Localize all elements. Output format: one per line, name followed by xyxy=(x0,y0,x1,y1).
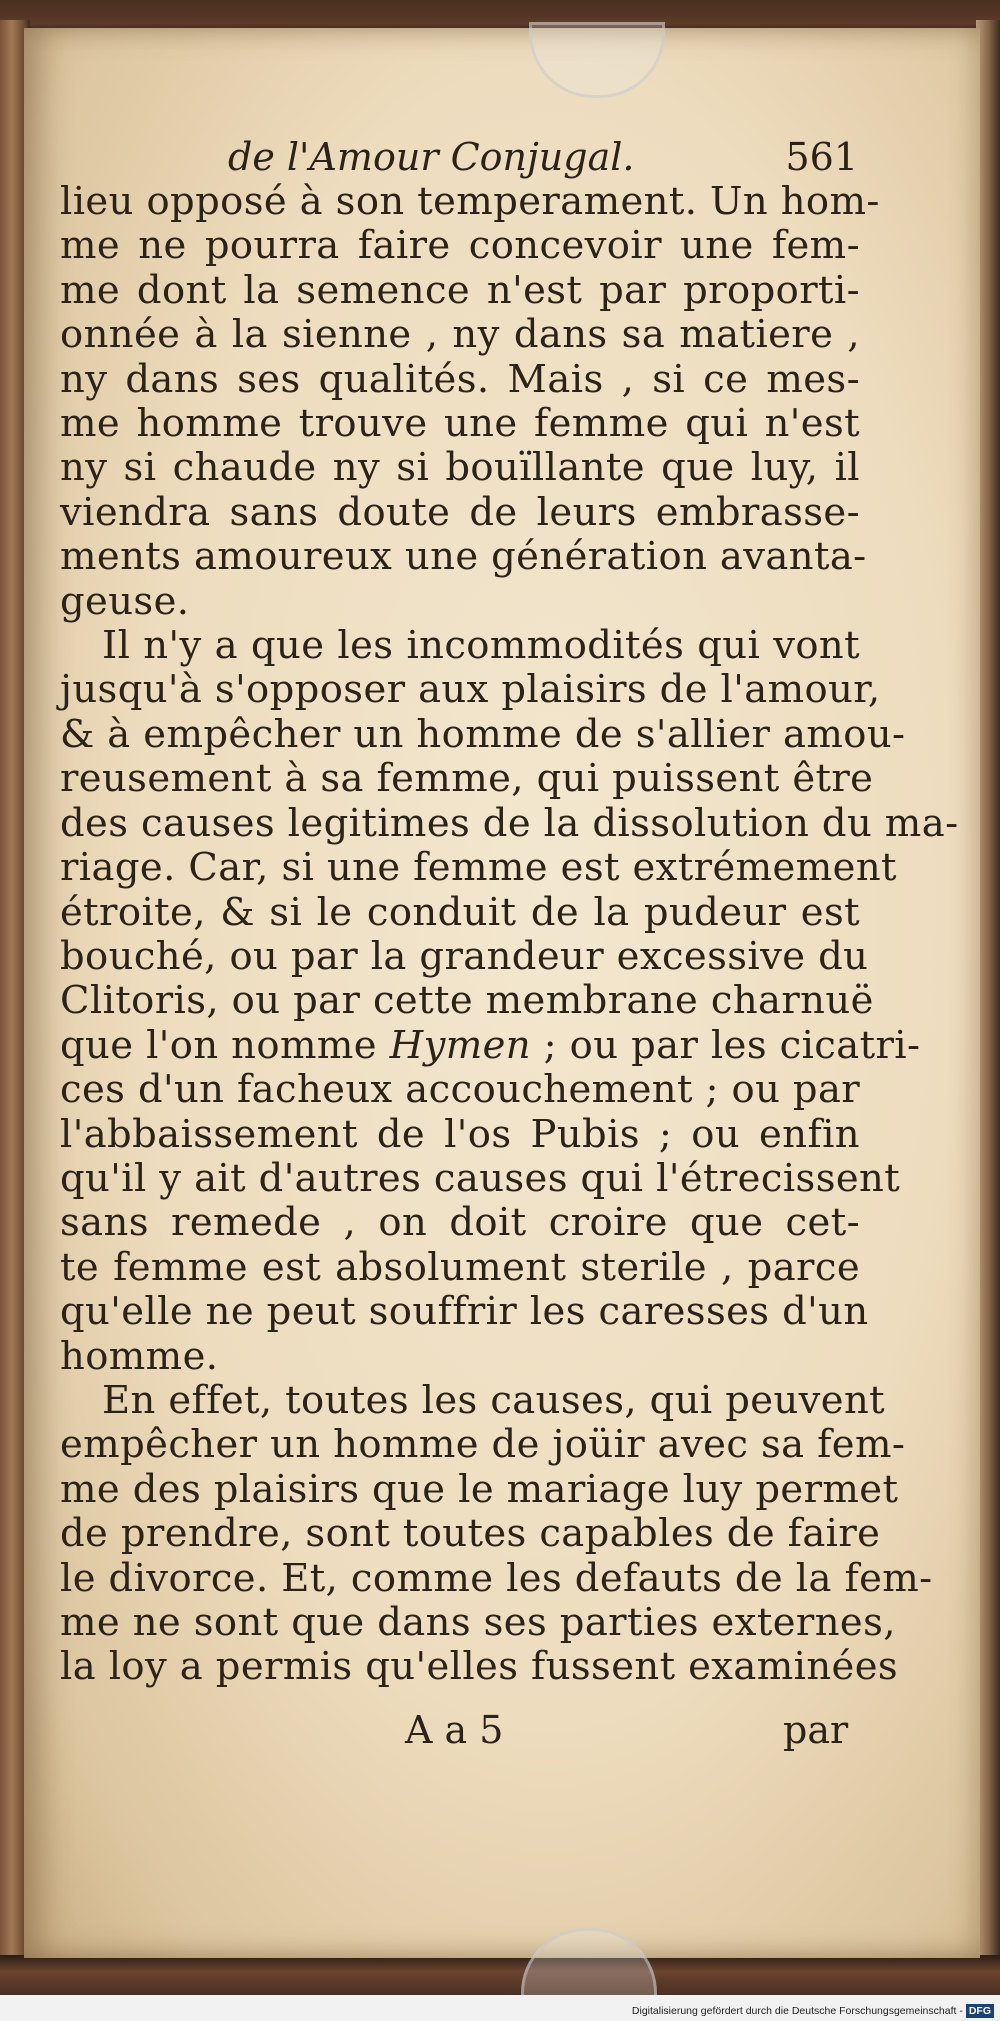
text-line: ny dans ses qualités. Mais , si ce mes- xyxy=(60,356,860,402)
text-line: étroite, & si le conduit de la pudeur est xyxy=(60,889,860,935)
text-line: Il n'y a que les incommodités qui vont xyxy=(102,623,860,669)
text-run: que l'on nomme xyxy=(60,1022,390,1068)
text-line: onnée à la sienne , ny dans sa matiere , xyxy=(60,312,860,358)
text-line: sans remede , on doit croire que cet- xyxy=(60,1200,860,1246)
text-line: l'abbaissement de l'os Pubis ; ou enfin xyxy=(60,1111,860,1157)
text-line: Clitoris, ou par cette membrane charnuë xyxy=(60,978,874,1024)
signature-mark: A a 5 xyxy=(405,1708,504,1752)
text-line: geuse. xyxy=(60,578,190,624)
text-line: te femme est absolument sterile , parce xyxy=(60,1244,860,1290)
text-line: le divorce. Et, comme les defauts de la fem- xyxy=(60,1555,933,1601)
text-line: homme. xyxy=(60,1333,219,1379)
catchword: par xyxy=(783,1708,849,1752)
text-line: En effet, toutes les causes, qui peuvent xyxy=(102,1377,886,1423)
text-line: de prendre, sont toutes capables de faire xyxy=(60,1511,881,1557)
running-title: de l'Amour Conjugal. xyxy=(228,135,635,179)
text-line: jusqu'à s'opposer aux plaisirs de l'amour, xyxy=(60,667,881,713)
text-line: des causes legitimes de la dissolution du ma- xyxy=(60,800,959,846)
text-line: & à empêcher un homme de s'allier amou- xyxy=(60,711,906,757)
text-line: empêcher un homme de joüir avec sa fem- xyxy=(60,1422,906,1468)
text-line: me ne sont que dans ses parties externes, xyxy=(60,1600,896,1645)
text-line: viendra sans doute de leurs embrasse- xyxy=(60,489,860,535)
italic-word: Hymen xyxy=(389,1022,532,1068)
text-line: la loy a permis qu'elles fussent examinées xyxy=(60,1644,899,1690)
text-line: ny si chaude ny si bouïllante que luy, il xyxy=(60,445,860,491)
text-line: bouché, ou par la grandeur excessive du xyxy=(60,933,869,979)
credit-text: Digitalisierung gefördert durch die Deutsche Forschungsgemeinschaft - xyxy=(631,2005,963,2017)
bottom-board xyxy=(0,1955,1000,1995)
text-line: me homme trouve une femme qui n'est xyxy=(60,401,860,447)
text-line: riage. Car, si une femme est extrémement xyxy=(60,845,897,891)
text-line: qu'elle ne peut souffrir les caresses d'un xyxy=(60,1289,869,1335)
body-text xyxy=(60,179,959,1690)
text-run: ; ou par les cicatri- xyxy=(531,1022,921,1068)
text-line: me ne pourra faire concevoir une fem- xyxy=(60,223,860,269)
text-line: me dont la semence n'est par proporti- xyxy=(60,267,860,313)
text-line: qu'il y ait d'autres causes qui l'étrecissent xyxy=(60,1155,901,1201)
digitization-credit xyxy=(598,2002,998,2021)
text-line: ments amoureux une génération avanta- xyxy=(60,534,867,580)
running-header xyxy=(228,135,858,179)
text-line: lieu opposé à son temperament. Un hom- xyxy=(60,179,880,224)
text-line: ces d'un facheux accouchement ; ou par xyxy=(60,1067,861,1113)
page-clip-bottom xyxy=(521,1928,657,2004)
text-line: me des plaisirs que le mariage luy permet xyxy=(60,1466,899,1512)
dfg-logo-icon: DFG xyxy=(966,2004,994,2018)
text-line: reusement à sa femme, qui puissent être xyxy=(60,756,874,802)
page-number: 561 xyxy=(785,135,858,179)
page-clip-top xyxy=(529,22,665,98)
text-line xyxy=(60,1022,921,1068)
